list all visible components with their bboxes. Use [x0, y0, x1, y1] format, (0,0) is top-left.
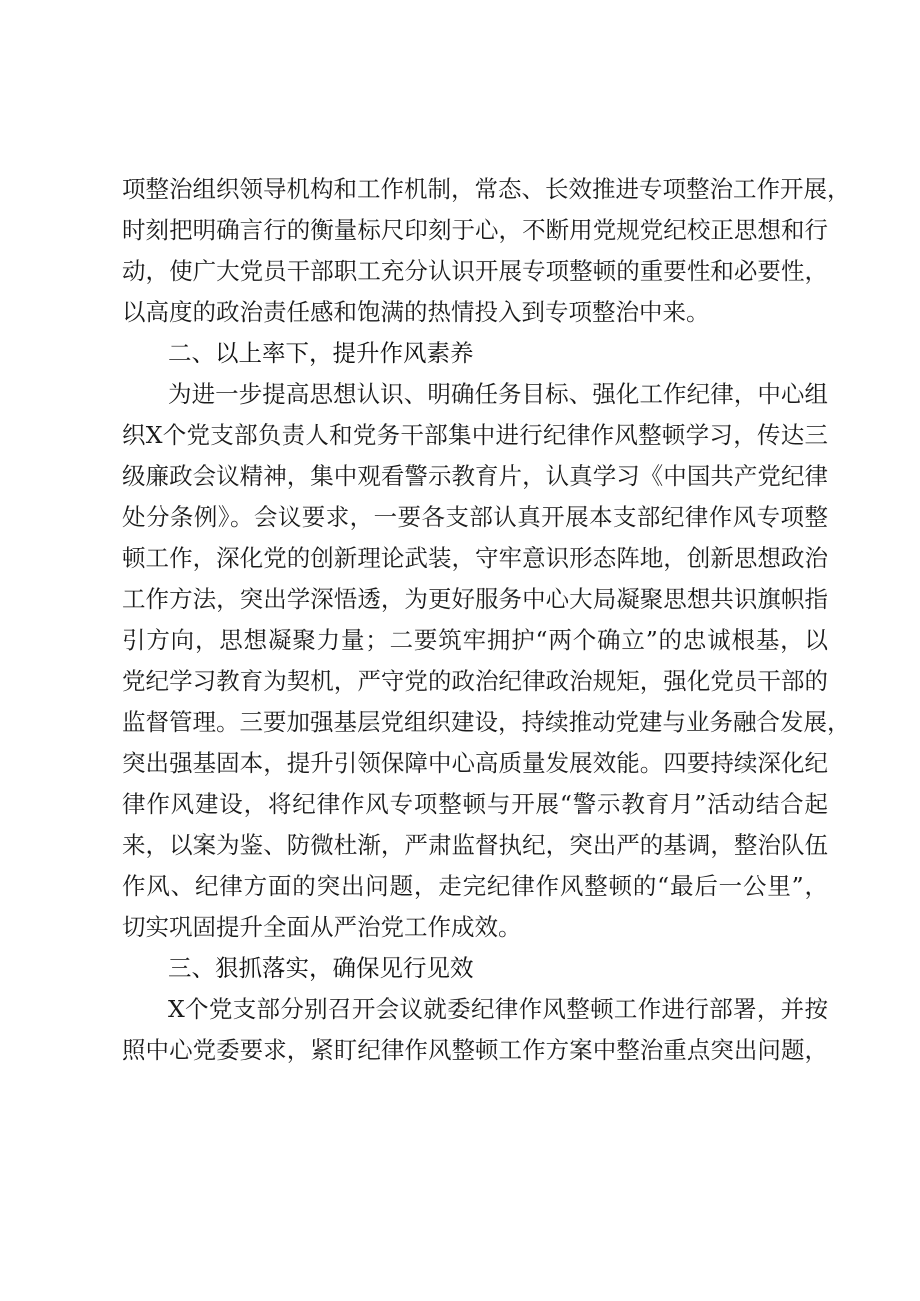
paragraph-line: 监督管理。三要加强基层党组织建设，持续推动党建与业务融合发展， [122, 708, 851, 736]
section-heading: 三、狠抓落实，确保见行见效 [168, 954, 474, 982]
paragraph-line: 党纪学习教育为契机，严守党的政治纪律政治规矩，强化党员干部的 [122, 667, 828, 695]
paragraph-line: X个党支部分别召开会议就委纪律作风整顿工作进行部署，并按 [168, 995, 828, 1023]
paragraph-line: 来，以案为鉴、防微杜渐，严肃监督执纪，突出严的基调，整治队伍 [122, 831, 828, 859]
paragraph-line: 照中心党委要求，紧盯纪律作风整顿工作方案中整治重点突出问题， [122, 1036, 828, 1064]
paragraph-line: 为进一步提高思想认识、明确任务目标、强化工作纪律，中心组 [168, 380, 828, 408]
paragraph-line: 工作方法，突出学深悟透，为更好服务中心大局凝聚思想共识旗帜指 [122, 585, 828, 613]
paragraph-line: 项整治组织领导机构和工作机制，常态、长效推进专项整治工作开展， [122, 175, 851, 203]
paragraph-line: 时刻把明确言行的衡量标尺印刻于心，不断用党规党纪校正思想和行 [122, 216, 828, 244]
paragraph-line: 作风、纪律方面的突出问题，走完纪律作风整顿的“最后一公里”， [122, 872, 828, 900]
paragraph-line: 处分条例》。会议要求，一要各支部认真开展本支部纪律作风专项整 [122, 503, 828, 531]
paragraph-line: 织X个党支部负责人和党务干部集中进行纪律作风整顿学习，传达三 [122, 421, 828, 449]
paragraph-line: 引方向，思想凝聚力量；二要筑牢拥护“两个确立”的忠诚根基，以 [122, 626, 828, 654]
paragraph-line: 突出强基固本，提升引领保障中心高质量发展效能。四要持续深化纪 [122, 749, 828, 777]
paragraph-line: 顿工作，深化党的创新理论武装，守牢意识形态阵地，创新思想政治 [122, 544, 828, 572]
section-heading: 二、以上率下，提升作风素养 [168, 339, 474, 367]
paragraph-line: 律作风建设，将纪律作风专项整顿与开展“警示教育月”活动结合起 [122, 790, 828, 818]
paragraph-line: 级廉政会议精神，集中观看警示教育片，认真学习《中国共产党纪律 [122, 462, 828, 490]
paragraph-line: 切实巩固提升全面从严治党工作成效。 [122, 913, 522, 941]
paragraph-line: 动，使广大党员干部职工充分认识开展专项整顿的重要性和必要性， [122, 257, 828, 285]
paragraph-line: 以高度的政治责任感和饱满的热情投入到专项整治中来。 [122, 298, 710, 326]
